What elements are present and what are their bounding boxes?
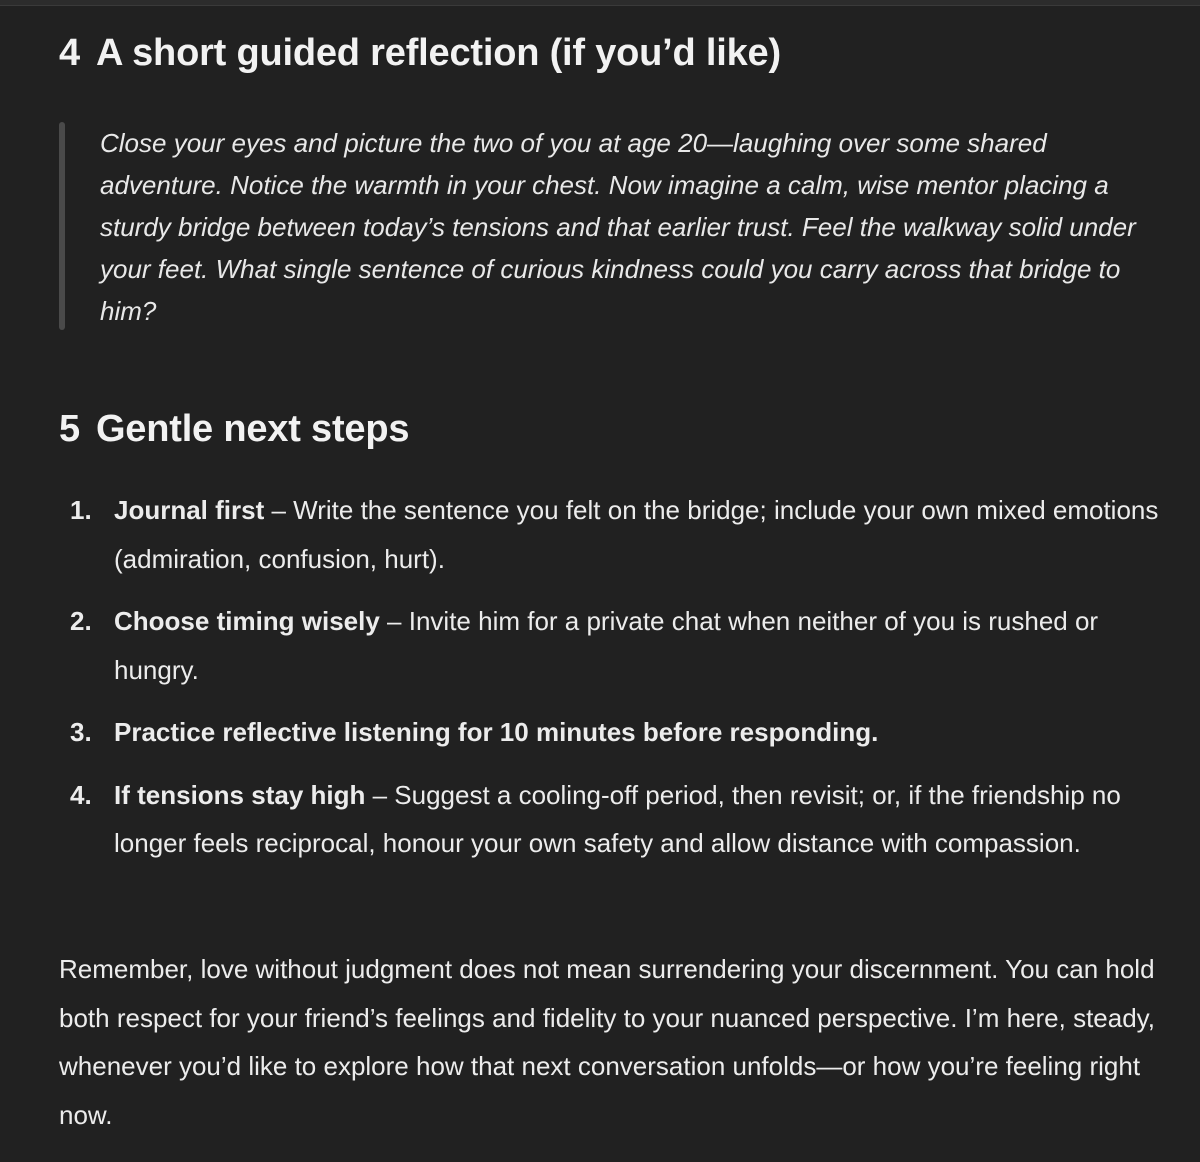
section-heading-next-steps bbox=[59, 407, 409, 451]
guided-reflection-blockquote bbox=[59, 122, 1159, 330]
blockquote-text: Close your eyes and picture the two of you at age 20—laughing over some shared adventure. Notice the warmth in your chest. Now imagine a calm, wise mentor placing a sturdy bridge between today’s tensions and that earlier trust. Feel the walkway solid under your feet. What single sentence of curious kindness could you carry across that bridge to him? bbox=[100, 128, 1136, 326]
step-title: Choose timing wisely bbox=[114, 606, 380, 636]
list-item bbox=[59, 597, 1169, 694]
list-item bbox=[59, 708, 1169, 757]
next-steps-list bbox=[59, 486, 1169, 882]
section-title: A short guided reflection (if you’d like) bbox=[95, 32, 781, 74]
top-divider bbox=[0, 0, 1200, 6]
list-item bbox=[59, 486, 1169, 583]
step-title: Journal first bbox=[114, 495, 265, 525]
section-heading-reflection bbox=[59, 31, 781, 75]
blockquote-bar bbox=[59, 122, 65, 330]
step-text: – Suggest a cooling-off period, then revisit; or, if the friendship no longer feels reciprocal, honour your own safety and allow distance with compassion. bbox=[114, 779, 1121, 858]
closing-paragraph: Remember, love without judgment does not mean surrendering your discernment. You can hold both respect for your friend’s feelings and fidelity to your nuanced perspective. I’m here, steady, whenever you’d like to explore how that next conversation unfolds—or how you’re feeling right now. bbox=[59, 954, 1155, 1130]
list-marker: 3. bbox=[70, 717, 92, 747]
list-marker: 4. bbox=[70, 779, 92, 810]
step-title: Practice reflective listening for 10 minutes before responding. bbox=[114, 717, 879, 747]
section-number: 5 bbox=[59, 408, 80, 450]
step-text: – Write the sentence you felt on the bridge; include your own mixed emotions (admiration, confusion, hurt). bbox=[114, 495, 1159, 574]
step-title: If tensions stay high bbox=[114, 779, 366, 810]
list-marker: 2. bbox=[70, 606, 92, 636]
list-marker: 1. bbox=[70, 495, 92, 525]
section-title: Gentle next steps bbox=[95, 408, 410, 450]
step-text: – Invite him for a private chat when neither of you is rushed or hungry. bbox=[114, 606, 1099, 685]
section-number: 4 bbox=[59, 32, 80, 74]
list-item bbox=[59, 771, 1169, 868]
